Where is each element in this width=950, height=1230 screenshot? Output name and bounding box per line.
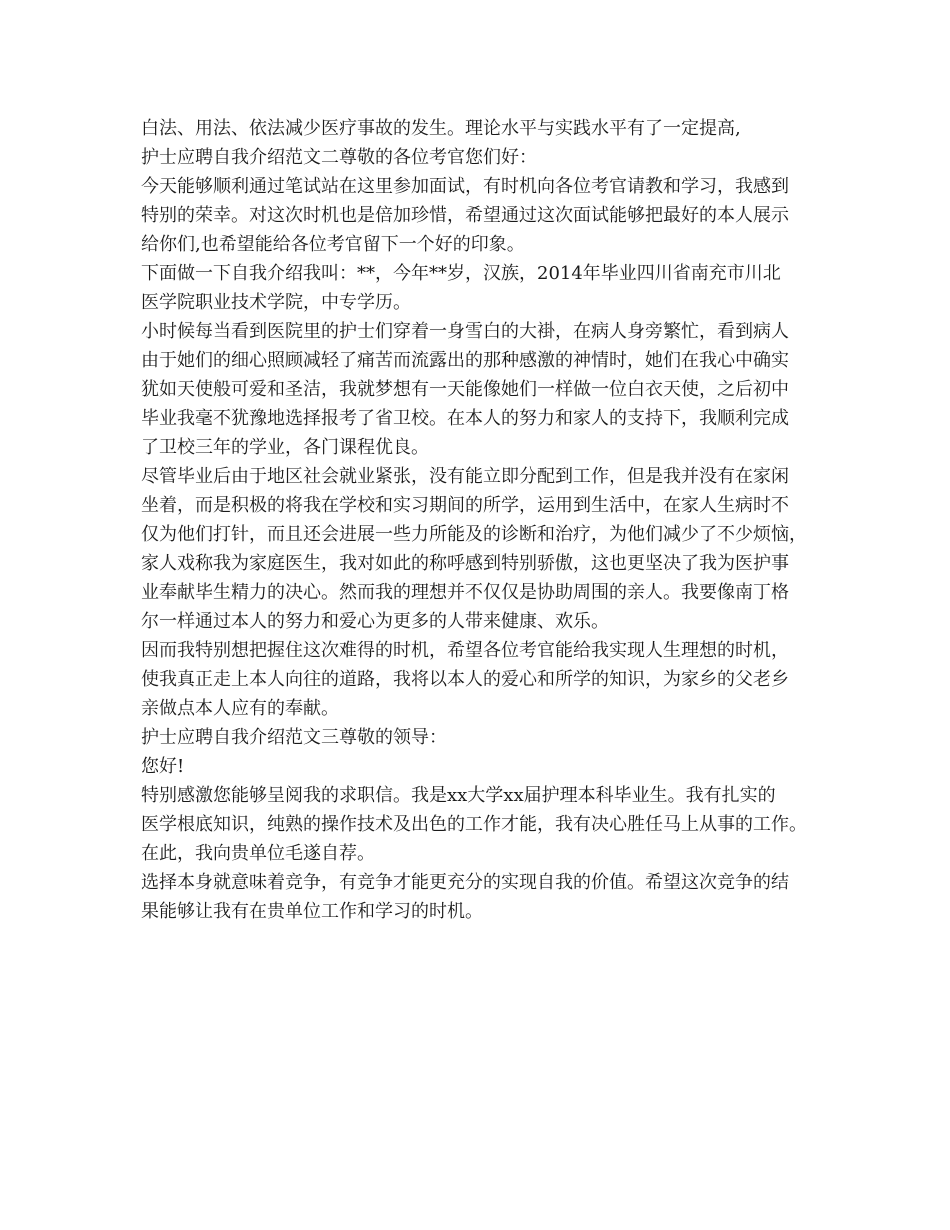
text-line: 坐着，而是积极的将我在学校和实习期间的所学，运用到生活中，在家人生病时不 [141,495,789,516]
section-heading-line: 护士应聘自我介绍范文三尊敬的领导： [141,727,447,748]
text-line: 因而我特别想把握住这次难得的时机，希望各位考官能给我实现人生理想的时机， [141,640,789,661]
text-line: 选择本身就意味着竞争，有竞争才能更充分的实现自我的价值。希望这次竞争的结 [141,872,789,893]
text-line: 由于她们的细心照顾减轻了痛苦而流露出的那种感激的神情时，她们在我心中确实 [141,350,789,371]
document-body [141,114,821,926]
text-line: 使我真正走上本人向往的道路，我将以本人的爱心和所学的知识，为家乡的父老乡 [141,669,789,690]
section-heading-line: 护士应聘自我介绍范文二尊敬的各位考官您们好： [141,147,537,168]
text-line: 白法、用法、依法减少医疗事故的发生。理论水平与实践水平有了一定提高, [141,118,741,139]
text-line: 医学根底知识，纯熟的操作技术及出色的工作才能，我有决心胜任马上从事的工作。 [141,814,807,835]
text-line: 毕业我毫不犹豫地选择报考了省卫校。在本人的努力和家人的支持下，我顺利完成 [141,408,789,429]
text-line: 业奉献毕生精力的决心。然而我的理想并不仅仅是协助周围的亲人。我要像南丁格 [141,582,789,603]
text-line: 特别的荣幸。对这次时机也是倍加珍惜，希望通过这次面试能够把最好的本人展示 [141,205,789,226]
text-line: 了卫校三年的学业，各门课程优良。 [141,437,429,458]
text-line: 医学院职业技术学院，中专学历。 [141,292,411,313]
text-line: 亲做点本人应有的奉献。 [141,698,339,719]
text-line: 小时候每当看到医院里的护士们穿着一身雪白的大褂，在病人身旁繁忙，看到病人 [141,321,789,342]
text-line: 在此，我向贵单位毛遂自荐。 [141,843,375,864]
text-line: 尽管毕业后由于地区社会就业紧张，没有能立即分配到工作，但是我并没有在家闲 [141,466,789,487]
text-line: 果能够让我有在贵单位工作和学习的时机。 [141,901,483,922]
greeting-line: 您好! [141,756,185,777]
text-line: 仅为他们打针，而且还会进展一些力所能及的诊断和治疗，为他们减少了不少烦恼， [141,524,807,545]
text-line: 家人戏称我为家庭医生，我对如此的称呼感到特别骄傲，这也更坚决了我为医护事 [141,553,789,574]
text-line: 下面做一下自我介绍我叫：**，今年**岁，汉族，2014年毕业四川省南充市川北 [141,263,781,284]
text-line: 今天能够顺利通过笔试站在这里参加面试，有时机向各位考官请教和学习，我感到 [141,176,789,197]
text-line: 犹如天使般可爱和圣洁，我就梦想有一天能像她们一样做一位白衣天使，之后初中 [141,379,789,400]
text-line: 特别感激您能够呈阅我的求职信。我是xx大学xx届护理本科毕业生。我有扎实的 [141,785,776,806]
text-line: 尔一样通过本人的努力和爱心为更多的人带来健康、欢乐。 [141,611,609,632]
text-line: 给你们,也希望能给各位考官留下一个好的印象。 [141,234,525,255]
